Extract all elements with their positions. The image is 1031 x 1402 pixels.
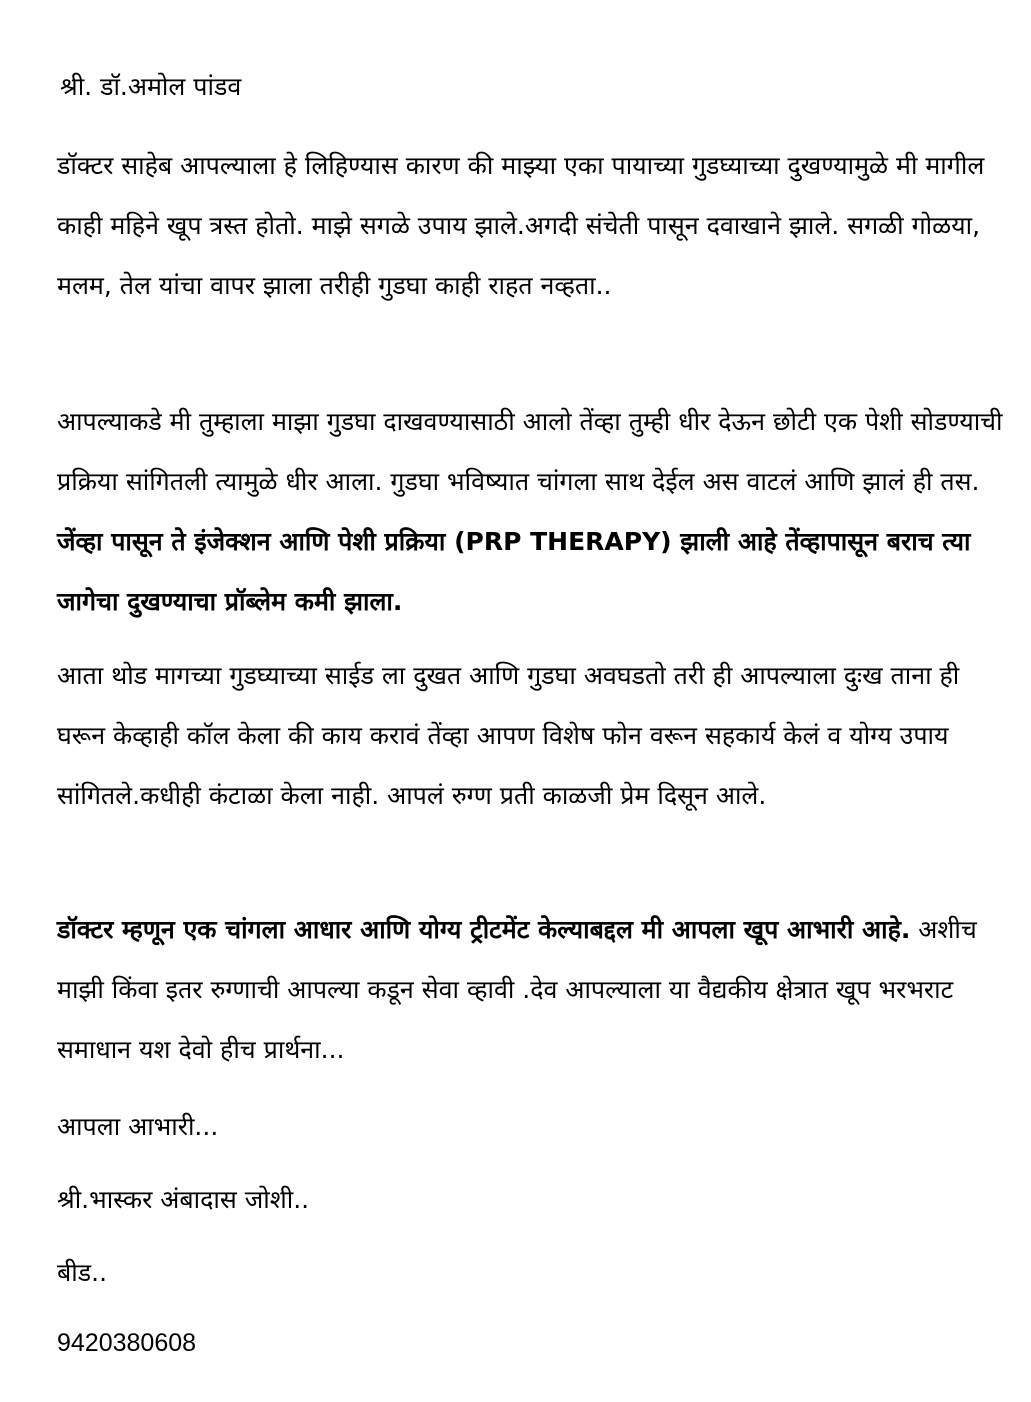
place: बीड.. [57, 1258, 108, 1287]
paragraph-treatment-text: आपल्याकडे मी तुम्हाला माझा गुडघा दाखवण्यासाठी आलो तेंव्हा तुम्ही धीर देऊन छोटी एक पेशी सोडण्याची प्रक्रिया सांगितली त्यामुळे धीर आला. गुडघा भविष्यात चांगला साथ देईल अस वाटलं आणि झालं ही तस. [57, 407, 1003, 496]
paragraph-intro: डॉक्टर साहेब आपल्याला हे लिहिण्यास कारण की माझ्या एका पायाच्या गुडघ्याच्या दुखण्यामुळे मी मागील काही महिने खूप त्रस्त होतो. माझे सगळे उपाय झाले.अगदी संचेती पासून दवाखाने झाले. सगळी गोळया, मलम, तेल यांचा वापर झाला तरीही गुडघा काही राहत नव्हता.. [57, 151, 985, 300]
closing-line: आपला आभारी... [57, 1112, 219, 1141]
phone-number: 9420380608 [57, 1329, 197, 1357]
paragraph-treatment [57, 392, 1005, 632]
paragraph-thanks-highlight: डॉक्टर म्हणून एक चांगला आधार आणि योग्य ट्रीटमेंट केल्याबद्दल मी आपला खूप आभारी आहे. [57, 915, 911, 944]
paragraph-treatment-highlight: जेंव्हा पासून ते इंजेक्शन आणि पेशी प्रक्रिया (PRP THERAPY) झाली आहे तेंव्हापासून बराच त्या जागेचा दुखण्याचा प्रॉब्लेम कमी झाला. [57, 527, 971, 616]
paragraph-thanks [57, 900, 1005, 1080]
signature-name: श्री.भास्कर अंबादास जोशी.. [57, 1185, 310, 1214]
paragraph-support: आता थोड मागच्या गुडघ्याच्या साईड ला दुखत आणि गुडघा अवघडतो तरी ही आपल्याला दुःख ताना ही घरून केव्हाही कॉल केला की काय करावं तेंव्हा आपण विशेष फोन वरून सहकार्य केलं व योग्य उपाय सांगितले.कधीही कंटाळा केला नाही. आपलं रुग्ण प्रती काळजी प्रेम दिसून आले. [57, 661, 960, 810]
salutation: श्री. डॉ.अमोल पांडव [60, 72, 242, 101]
paragraph-thanks-text: अशीच माझी किंवा इतर रुग्णाची आपल्या कडून सेवा व्हावी .देव आपल्याला या वैद्यकीय क्षेत्रात खूप भरभराट समाधान यश देवो हीच प्रार्थना... [57, 915, 977, 1064]
